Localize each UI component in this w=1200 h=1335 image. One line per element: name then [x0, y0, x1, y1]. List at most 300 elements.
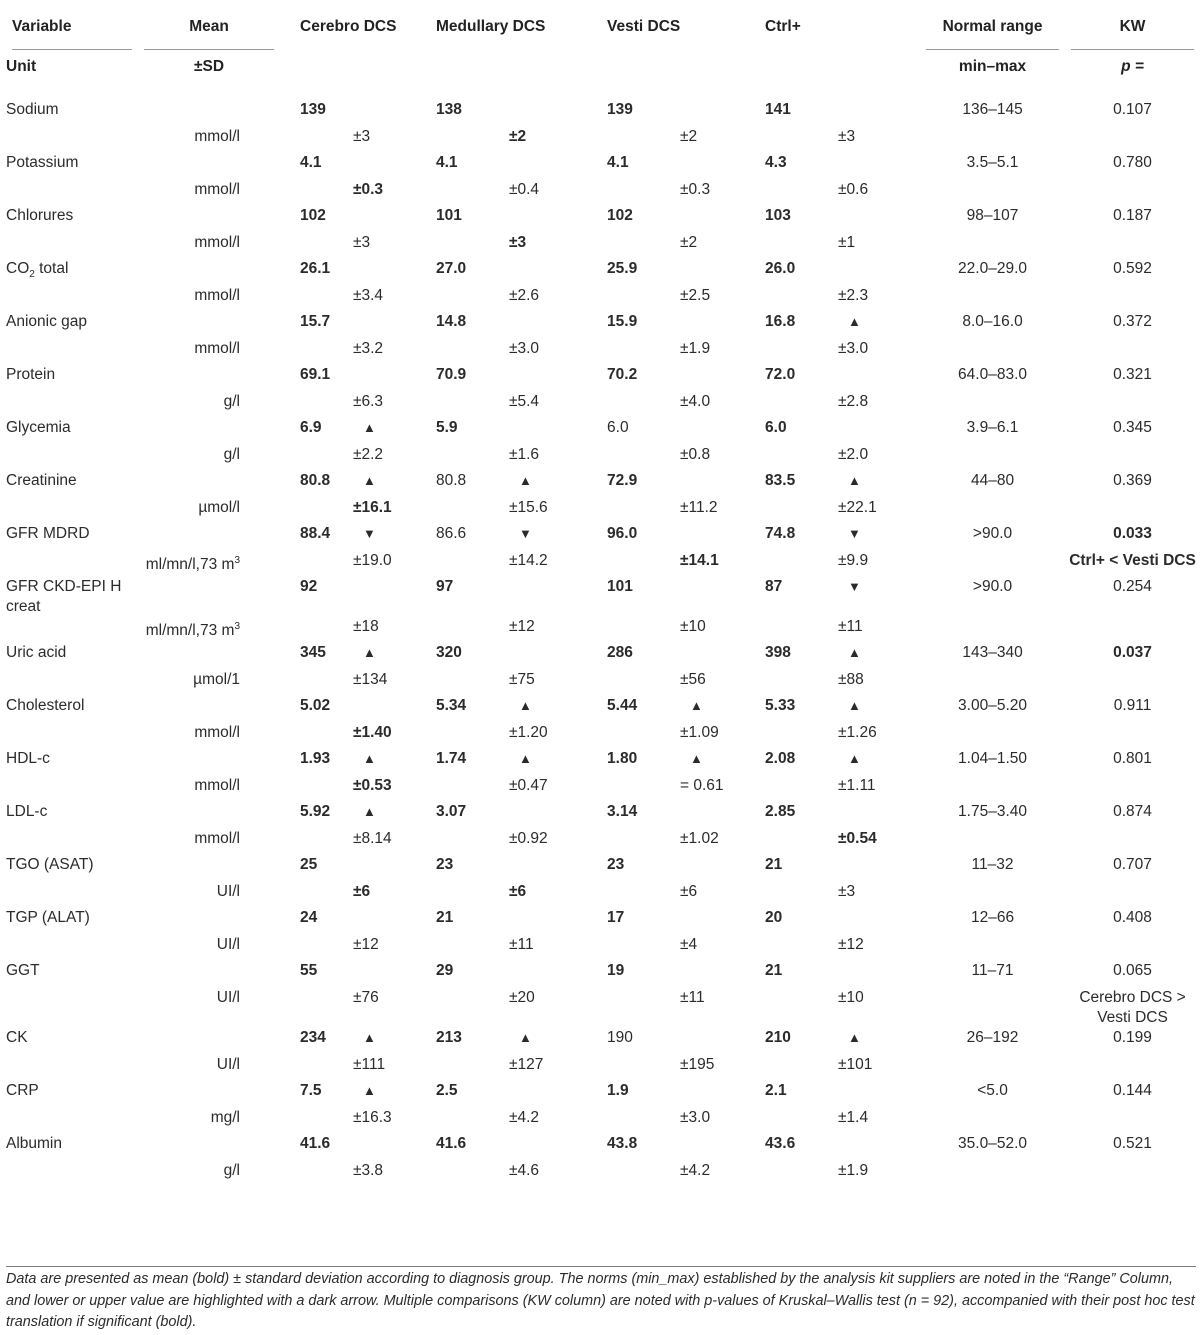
- unit: mmol/l: [194, 287, 240, 304]
- mean-value: 1.9: [607, 1082, 629, 1099]
- spacer: [280, 286, 353, 312]
- spacer: [920, 286, 1065, 312]
- spacer: [765, 670, 838, 696]
- kw-p-value: 0.254: [1113, 578, 1152, 595]
- spacer: [0, 988, 138, 1028]
- spacer: [138, 259, 280, 286]
- unit: g/l: [223, 1162, 240, 1179]
- sd-value: ±18: [353, 618, 379, 635]
- unit: mmol/l: [194, 340, 240, 357]
- range-arrow-icon: ▼: [363, 526, 376, 541]
- sd-value: ±10: [680, 618, 706, 635]
- range-arrow-icon: ▼: [519, 526, 532, 541]
- mean-value: 320: [436, 644, 462, 661]
- sd-value: ±6: [680, 883, 698, 900]
- range-arrow-icon: ▲: [848, 314, 861, 329]
- header-mean: Mean: [144, 18, 274, 50]
- header-p: p =: [1121, 58, 1144, 75]
- mean-value: 4.1: [300, 154, 322, 171]
- spacer: [280, 445, 353, 471]
- range-arrow-icon: [680, 1134, 765, 1161]
- unit: µmol/l: [198, 499, 240, 516]
- spacer: [280, 776, 353, 802]
- kw-posthoc: [1065, 723, 1200, 749]
- spacer: [0, 829, 138, 855]
- header-minmax: min–max: [958, 58, 1027, 75]
- sd-value: ±2.8: [838, 393, 869, 410]
- normal-range: 64.0–83.0: [958, 366, 1028, 383]
- superscript: 3: [234, 621, 240, 632]
- sd-value: ±0.3: [680, 181, 711, 198]
- spacer: [765, 1108, 838, 1134]
- sd-value: ±20: [509, 989, 535, 1006]
- variable-name: Cholesterol: [6, 697, 85, 714]
- sd-value: ±9.9: [838, 552, 869, 569]
- spacer: [436, 445, 509, 471]
- sd-value: ±2: [509, 128, 527, 145]
- mean-value: 15.9: [607, 313, 638, 330]
- spacer: [607, 392, 680, 418]
- sd-value: ±2.0: [838, 446, 869, 463]
- sd-value: ±195: [680, 1056, 715, 1073]
- kw-p-value: 0.408: [1113, 909, 1152, 926]
- spacer: [436, 988, 509, 1028]
- range-arrow-icon: [353, 259, 436, 286]
- table-row-sd: [0, 670, 1200, 696]
- kw-p-value: 0.369: [1113, 472, 1152, 489]
- variable-name: Uric acid: [6, 644, 67, 661]
- spacer: [765, 127, 838, 153]
- spacer: [280, 617, 353, 643]
- kw-posthoc: [1065, 1161, 1200, 1187]
- sd-value: ±1.6: [509, 446, 540, 463]
- kw-posthoc: [1065, 445, 1200, 471]
- mean-value: 190: [607, 1029, 633, 1046]
- spacer: [138, 418, 280, 445]
- range-arrow-icon: ▲: [363, 1030, 376, 1045]
- variable-name: TGP (ALAT): [6, 909, 90, 926]
- spacer: [765, 1055, 838, 1081]
- spacer: [138, 696, 280, 723]
- header-kw: KW: [1071, 18, 1194, 50]
- sd-value: ±3: [353, 234, 371, 251]
- sd-value: ±16.3: [353, 1109, 392, 1126]
- spacer: [0, 670, 138, 696]
- spacer: [920, 445, 1065, 471]
- normal-range: 22.0–29.0: [958, 260, 1028, 277]
- kw-posthoc: [1065, 617, 1200, 643]
- variable-name: Chlorures: [6, 207, 74, 224]
- mean-value: 29: [436, 962, 454, 979]
- variable-name: Glycemia: [6, 419, 71, 436]
- range-arrow-icon: ▲: [519, 1030, 532, 1045]
- range-arrow-icon: ▲: [363, 420, 376, 435]
- spacer: [138, 471, 280, 498]
- range-arrow-icon: [509, 802, 607, 829]
- range-arrow-icon: ▲: [363, 751, 376, 766]
- spacer: [138, 312, 280, 339]
- table-row-sd: [0, 1108, 1200, 1134]
- unit: mmol/l: [194, 777, 240, 794]
- table-row: [0, 908, 1200, 935]
- spacer: [436, 1161, 509, 1187]
- range-arrow-icon: [838, 418, 920, 445]
- table-row: [0, 1081, 1200, 1108]
- range-arrow-icon: [838, 153, 920, 180]
- range-arrow-icon: [353, 577, 436, 617]
- kw-p-value: 0.037: [1113, 644, 1152, 661]
- spacer: [0, 445, 138, 471]
- table-row-sd: [0, 935, 1200, 961]
- mean-value: 3.07: [436, 803, 467, 820]
- sd-value: ±1.11: [838, 777, 876, 794]
- mean-value: 5.02: [300, 697, 331, 714]
- table-row-sd: [0, 127, 1200, 153]
- spacer: [138, 1134, 280, 1161]
- kw-p-value: 0.521: [1113, 1135, 1152, 1152]
- unit: mmol/l: [194, 724, 240, 741]
- spacer: [436, 882, 509, 908]
- range-arrow-icon: [680, 908, 765, 935]
- normal-range: <5.0: [977, 1082, 1008, 1099]
- spacer: [280, 498, 353, 524]
- normal-range: 1.04–1.50: [958, 750, 1028, 767]
- mean-value: 2.85: [765, 803, 796, 820]
- spacer: [436, 339, 509, 365]
- header-row: [0, 0, 1200, 50]
- sd-value: ±1.02: [680, 830, 719, 847]
- unit: ml/mn/l,73 $m^3$: [145, 621, 240, 640]
- sd-value: ±0.3: [353, 181, 384, 198]
- spacer: [765, 1161, 838, 1187]
- kw-p-value: 0.033: [1113, 525, 1152, 542]
- kw-posthoc: [1065, 935, 1200, 961]
- mean-value: 70.9: [436, 366, 467, 383]
- spacer: [607, 339, 680, 365]
- table-row: [0, 696, 1200, 723]
- mean-value: 398: [765, 644, 791, 661]
- mean-value: 21: [765, 856, 783, 873]
- sd-value: ±111: [353, 1056, 386, 1073]
- kw-p-value: 0.144: [1113, 1082, 1152, 1099]
- mean-value: 97: [436, 578, 454, 595]
- range-arrow-icon: ▲: [848, 645, 861, 660]
- sd-value: ±4.0: [680, 393, 711, 410]
- sd-value: ±22.1: [838, 499, 877, 516]
- mean-value: 4.1: [436, 154, 458, 171]
- spacer: [765, 829, 838, 855]
- spacer: [436, 127, 509, 153]
- spacer: [138, 100, 280, 127]
- sd-value: ±0.47: [509, 777, 548, 794]
- kw-posthoc: [1065, 776, 1200, 802]
- mean-value: 2.5: [436, 1082, 458, 1099]
- spacer: [765, 445, 838, 471]
- mean-value: 43.6: [765, 1135, 796, 1152]
- range-arrow-icon: [838, 206, 920, 233]
- normal-range: 44–80: [970, 472, 1015, 489]
- sd-value: ±8.14: [353, 830, 392, 847]
- mean-value: 234: [300, 1029, 326, 1046]
- sd-value: ±1.09: [680, 724, 719, 741]
- variable-name: GGT: [6, 962, 40, 979]
- kw-p-value: 0.911: [1113, 697, 1152, 714]
- range-arrow-icon: [509, 100, 607, 127]
- spacer: [920, 723, 1065, 749]
- range-arrow-icon: ▲: [848, 1030, 861, 1045]
- mean-value: 87: [765, 578, 783, 595]
- sd-value: ±11: [680, 989, 705, 1006]
- header-medullary: Medullary DCS: [436, 18, 546, 35]
- sd-value: ±1.26: [838, 724, 877, 741]
- table-row-sd: [0, 551, 1200, 577]
- table-row: [0, 577, 1200, 617]
- variable-name: CRP: [6, 1082, 39, 1099]
- table-row: [0, 259, 1200, 286]
- table-row: [0, 802, 1200, 829]
- spacer: [607, 1055, 680, 1081]
- spacer: [280, 551, 353, 577]
- range-arrow-icon: [680, 961, 765, 988]
- range-arrow-icon: [509, 961, 607, 988]
- range-arrow-icon: [680, 855, 765, 882]
- sd-value: ±3: [838, 883, 856, 900]
- spacer: [0, 882, 138, 908]
- spacer: [920, 1055, 1065, 1081]
- range-arrow-icon: [680, 1081, 765, 1108]
- range-arrow-icon: [353, 365, 436, 392]
- mean-value: 16.8: [765, 313, 796, 330]
- spacer: [138, 908, 280, 935]
- header-vesti: Vesti DCS: [607, 18, 681, 35]
- range-arrow-icon: [680, 312, 765, 339]
- mean-value: 5.92: [300, 803, 331, 820]
- spacer: [436, 723, 509, 749]
- spacer: [607, 127, 680, 153]
- sd-value: ±14.2: [509, 552, 548, 569]
- spacer: [920, 339, 1065, 365]
- range-arrow-icon: ▼: [848, 526, 861, 541]
- range-arrow-icon: [680, 365, 765, 392]
- unit: mmol/l: [194, 181, 240, 198]
- mean-value: 139: [607, 101, 633, 118]
- spacer: [765, 935, 838, 961]
- sd-value: ±2.2: [353, 446, 384, 463]
- variable-name: GFR CKD-EPI H creat: [6, 578, 122, 615]
- normal-range: >90.0: [972, 578, 1013, 595]
- table-row: [0, 206, 1200, 233]
- spacer: [280, 988, 353, 1028]
- kw-p-value: 0.801: [1113, 750, 1152, 767]
- table-row: [0, 749, 1200, 776]
- mean-value: 103: [765, 207, 791, 224]
- mean-value: 1.74: [436, 750, 467, 767]
- spacer: [0, 127, 138, 153]
- range-arrow-icon: [353, 1134, 436, 1161]
- mean-value: 102: [607, 207, 633, 224]
- mean-value: 15.7: [300, 313, 331, 330]
- variable-name: LDL-c: [6, 803, 48, 820]
- kw-posthoc: [1065, 498, 1200, 524]
- range-arrow-icon: [353, 100, 436, 127]
- spacer: [0, 180, 138, 206]
- mean-value: 4.3: [765, 154, 787, 171]
- spacer: [607, 1108, 680, 1134]
- sd-value: ±3: [353, 128, 371, 145]
- range-arrow-icon: [509, 1134, 607, 1161]
- spacer: [607, 617, 680, 643]
- variable-name: TGO (ASAT): [6, 856, 94, 873]
- table-row: [0, 471, 1200, 498]
- sd-value: ±1.9: [838, 1162, 869, 1179]
- mean-value: 26.1: [300, 260, 331, 277]
- mean-value: 141: [765, 101, 791, 118]
- mean-value: 24: [300, 909, 318, 926]
- table-row-sd: [0, 723, 1200, 749]
- range-arrow-icon: [353, 855, 436, 882]
- mean-value: 72.0: [765, 366, 796, 383]
- range-arrow-icon: [680, 577, 765, 617]
- spacer: [138, 802, 280, 829]
- range-arrow-icon: [509, 1081, 607, 1108]
- mean-value: 55: [300, 962, 318, 979]
- sd-value: ±10: [838, 989, 864, 1006]
- sd-value: ±6: [509, 883, 527, 900]
- kw-p-value: 0.065: [1113, 962, 1152, 979]
- spacer: [0, 1108, 138, 1134]
- spacer: [765, 392, 838, 418]
- spacer: [436, 551, 509, 577]
- table-footnote: Data are presented as mean (bold) ± standard deviation according to diagnosis group. The norms (min_max) established by the analysis kit suppliers are noted in the “Range” Column, and lower or upper value are highlighted with a dark arrow. Multiple comparisons (KW column) are noted with p-values of Kruskal–Wallis test (n = 92), accompanied with their post hoc test translation if significant (bold).: [6, 1266, 1196, 1334]
- subheader-row: [0, 50, 1200, 100]
- table-row-sd: [0, 1161, 1200, 1187]
- spacer: [920, 935, 1065, 961]
- sd-value: ±6.3: [353, 393, 384, 410]
- mean-value: 1.93: [300, 750, 331, 767]
- spacer: [607, 829, 680, 855]
- normal-range: 11–71: [971, 962, 1014, 979]
- kw-posthoc: [1065, 180, 1200, 206]
- range-arrow-icon: [680, 100, 765, 127]
- unit: µmol/1: [193, 671, 240, 688]
- unit: g/l: [223, 393, 240, 410]
- sd-value: ±1.20: [509, 724, 548, 741]
- range-arrow-icon: [353, 696, 436, 723]
- spacer: [920, 392, 1065, 418]
- range-arrow-icon: [838, 259, 920, 286]
- mean-value: 5.44: [607, 697, 638, 714]
- sd-value: ±3.8: [353, 1162, 384, 1179]
- sd-value: ±1.40: [353, 724, 392, 741]
- mean-value: 1.80: [607, 750, 638, 767]
- sd-value: ±12: [353, 936, 379, 953]
- variable-name: Albumin: [6, 1135, 62, 1152]
- normal-range: 3.00–5.20: [958, 697, 1028, 714]
- sd-value: ±2.3: [838, 287, 869, 304]
- sd-value: ±1.9: [680, 340, 711, 357]
- mean-value: 6.9: [300, 419, 322, 436]
- variable-name: $CO_2$ total: [6, 260, 69, 281]
- unit: UI/l: [216, 1056, 240, 1073]
- table-row-sd: [0, 988, 1200, 1028]
- sd-value: = 0.61: [680, 777, 724, 794]
- table-row: [0, 855, 1200, 882]
- table-row-sd: [0, 776, 1200, 802]
- table-row-sd: [0, 1055, 1200, 1081]
- mean-value: 2.08: [765, 750, 796, 767]
- range-arrow-icon: [353, 153, 436, 180]
- spacer: [0, 551, 138, 577]
- spacer: [920, 617, 1065, 643]
- range-arrow-icon: [680, 418, 765, 445]
- range-arrow-icon: ▲: [690, 698, 703, 713]
- table-row: [0, 1134, 1200, 1161]
- kw-posthoc: [1065, 670, 1200, 696]
- header-unit: Unit: [6, 58, 37, 75]
- range-arrow-icon: [680, 1028, 765, 1055]
- sd-value: ±15.6: [509, 499, 548, 516]
- sd-value: ±12: [838, 936, 864, 953]
- spacer: [607, 935, 680, 961]
- mean-value: 21: [765, 962, 783, 979]
- sd-value: ±11.2: [680, 499, 718, 516]
- range-arrow-icon: ▼: [848, 579, 861, 594]
- spacer: [138, 153, 280, 180]
- mean-value: 5.9: [436, 419, 458, 436]
- spacer: [607, 776, 680, 802]
- mean-value: 3.14: [607, 803, 638, 820]
- variable-name: Potassium: [6, 154, 79, 171]
- range-arrow-icon: [838, 100, 920, 127]
- spacer: [0, 233, 138, 259]
- spacer: [280, 127, 353, 153]
- normal-range: 136–145: [962, 101, 1023, 118]
- spacer: [920, 988, 1065, 1028]
- spacer: [765, 617, 838, 643]
- mean-value: 23: [607, 856, 625, 873]
- spacer: [436, 180, 509, 206]
- mean-value: 5.33: [765, 697, 796, 714]
- range-arrow-icon: [680, 524, 765, 551]
- sd-value: ±2: [680, 234, 698, 251]
- mean-value: 101: [436, 207, 462, 224]
- sd-value: ±5.4: [509, 393, 540, 410]
- range-arrow-icon: [838, 855, 920, 882]
- spacer: [920, 498, 1065, 524]
- mean-value: 43.8: [607, 1135, 638, 1152]
- kw-posthoc: [1065, 1108, 1200, 1134]
- spacer: [280, 180, 353, 206]
- spacer: [138, 1028, 280, 1055]
- normal-range: >90.0: [972, 525, 1013, 542]
- spacer: [436, 670, 509, 696]
- range-arrow-icon: [353, 908, 436, 935]
- superscript: 3: [234, 555, 240, 566]
- sd-value: ±56: [680, 671, 706, 688]
- mean-value: 345: [300, 644, 326, 661]
- spacer: [138, 524, 280, 551]
- mean-value: 19: [607, 962, 625, 979]
- sd-value: ±3: [838, 128, 856, 145]
- sd-value: ±1: [838, 234, 856, 251]
- unit: UI/l: [216, 883, 240, 900]
- sd-value: ±75: [509, 671, 535, 688]
- spacer: [920, 776, 1065, 802]
- kw-posthoc: [1065, 127, 1200, 153]
- mean-value: 96.0: [607, 525, 638, 542]
- kw-posthoc: [1065, 339, 1200, 365]
- sd-value: ±0.8: [680, 446, 711, 463]
